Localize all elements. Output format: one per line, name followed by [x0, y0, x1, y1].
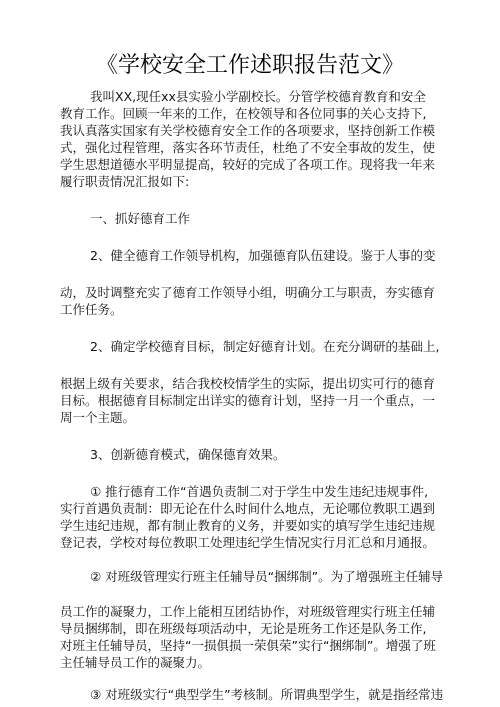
paragraph-line: 主任辅导员工作的凝聚力。	[60, 655, 211, 670]
paragraph-line: 根据上级有关要求，结合我校校情学生的实际，提出切实可行的德育	[60, 376, 436, 391]
paragraph-line: 工作任务。	[60, 302, 123, 317]
paragraph-line: ② 对班级管理实行班主任辅导员“捆绑制”。为了增强班主任辅导	[90, 569, 444, 584]
paragraph-line: 2、健全德育工作领导机构，加强德育队伍建设。鉴于人事的变	[90, 248, 436, 263]
paragraph-line: 实行首遇负责制：即无论在什么时间什么地点，无论哪位教职工遇到	[60, 501, 436, 516]
paragraph-line: 式，强化过程管理，落实各环节责任，杜绝了不安全事故的发生，使	[60, 140, 436, 155]
paragraph-line: 学生思想道德水平明显提高，较好的完成了各项工作。现将我一年来	[60, 157, 436, 172]
paragraph-line: ① 推行德育工作“首遇负责制二对于学生中发生违纪违规事件,	[90, 484, 429, 499]
paragraph-line: 动，及时调整充实了德育工作领导小组，明确分工与职责，夯实德育	[60, 285, 436, 300]
section-heading: 一、抓好德育工作	[90, 211, 191, 226]
paragraph-line: 员工作的凝聚力，工作上能相互团结协作，对班级管理实行班主任辅	[60, 604, 436, 619]
paragraph-line: 目标。根据德育目标制定出详实的德育计划，坚持一月一个重点，一	[60, 393, 436, 408]
document-title: 《学校安全工作述职报告范文》	[95, 53, 404, 78]
paragraph-line: 对班主任辅导员，坚持“一损俱损一荣俱荣”实行“捆绑制”。增强了班	[60, 638, 436, 653]
paragraph-line: ③ 对班级实行“典型学生”考核制。所谓典型学生，就是指经常违	[90, 687, 444, 702]
paragraph-line: 学生违纪违规，都有制止教育的义务，并要如实的填写学生违纪违规	[60, 518, 436, 533]
paragraph-line: 登记表，学校对每位教职工处理违纪学生情况实行月汇总和月通报。	[60, 535, 436, 550]
paragraph-line: 履行职责情况汇报如下:	[60, 174, 190, 189]
paragraph-line: 教育工作。回顾一年来的工作，在校领导和各位同事的关心支持下,	[60, 106, 427, 121]
paragraph-line: 3、创新德育模式，确保德育效果。	[90, 447, 286, 462]
paragraph-line: 我叫XX,现任xx县实验小学副校长。分管学校德育教育和安全	[90, 89, 426, 104]
paragraph-line: 导员捆绑制，即在班级每项活动中，无论是班务工作还是队务工作,	[60, 621, 427, 636]
paragraph-line: 我认真落实国家有关学校德育安全工作的各项要求，坚持创新工作模	[60, 123, 436, 138]
paragraph-line: 2、确定学校德育目标，制定好德育计划。在充分调研的基础上,	[90, 339, 440, 354]
paragraph-line: 周一个主题。	[60, 410, 136, 425]
